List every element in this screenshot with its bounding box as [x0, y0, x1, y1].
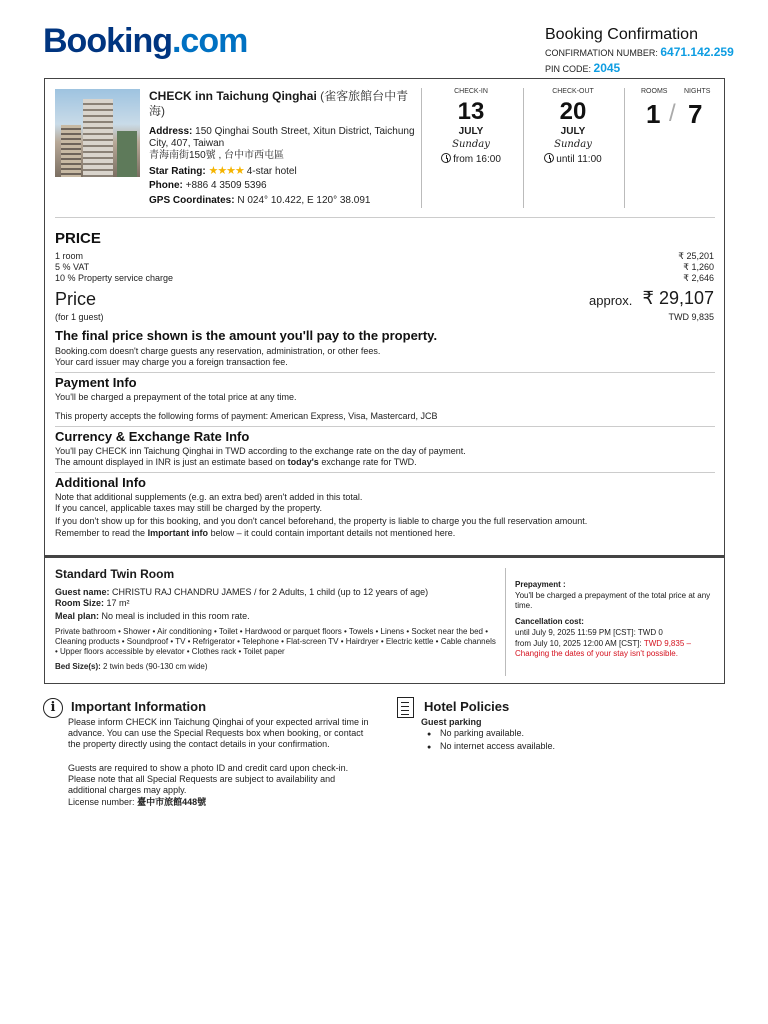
star-rating: Star Rating: ★★★★ 4-star hotel — [149, 165, 297, 177]
payment-methods: This property accepts the following forms of payment: American Express, Visa, Mastercard, JCB — [55, 411, 438, 421]
info-icon: i — [43, 698, 63, 718]
clock-icon — [441, 153, 451, 163]
checkin-block: CHECK-IN 13 JULY Sunday from 16:00 — [421, 88, 521, 165]
divider — [624, 88, 625, 208]
policies-heading: Hotel Policies — [424, 699, 510, 714]
additional-note: Remember to read the Important info below – it could contain important details not mentioned here. — [55, 528, 456, 538]
final-price-heading: The final price shown is the amount you'll pay to the property. — [55, 328, 438, 343]
guest-count: (for 1 guest) — [55, 312, 104, 322]
rooms-nights-slash: / — [669, 100, 676, 127]
total-price-label: Price — [55, 289, 97, 309]
price-value: ₹ 25,201 — [678, 251, 714, 261]
booking-logo: Booking.com — [43, 22, 248, 60]
divider — [55, 426, 715, 427]
page-title: Booking Confirmation — [545, 26, 698, 43]
confirmation-number: CONFIRMATION NUMBER: 6471.142.259 — [545, 45, 734, 59]
hotel-phone: Phone: +886 4 3509 5396 — [149, 180, 267, 191]
hotel-address: Address: 150 Qinghai South Street, Xitun District, Taichung City, 407, Taiwan 青海南街150號 , 台中市西屯區 — [149, 126, 415, 161]
price-line: 1 room — [55, 251, 84, 261]
nights-label: NIGHTS — [684, 88, 711, 95]
important-note: Guests are required to show a photo ID and credit card upon check-in. Please note that all Special Requests are subject to availability and additional charges may apply. — [68, 763, 349, 795]
gps-coordinates: GPS Coordinates: N 024° 10.422, E 120° 38.091 — [149, 195, 371, 206]
nights-count: 7 — [688, 99, 703, 129]
bed-size: Bed Size(s): 2 twin beds (90-130 cm wide) — [55, 662, 208, 671]
final-price-note: Booking.com doesn't charge guests any reservation, administration, or other fees. — [55, 346, 381, 356]
rooms-label: ROOMS — [641, 88, 668, 95]
important-note: Please inform CHECK inn Taichung Qinghai of your expected arrival time in advance. You can use the Special Requests box when booking, or contact the property directly using the contact details in your confirmation. — [68, 717, 369, 749]
hotel-photo — [55, 89, 140, 177]
prepayment-note: You'll be charged a prepayment of the total price at any time. — [515, 591, 711, 610]
approx-label: approx. — [589, 293, 633, 308]
price-value: ₹ 2,646 — [683, 273, 714, 283]
prepayment-label: Prepayment : — [515, 580, 566, 589]
additional-note: If you don't show up for this booking, and you don't cancel beforehand, the property is liable to charge you the full reservation amount. — [55, 516, 588, 526]
cancellation-line: from July 10, 2025 12:00 AM [CST]: TWD 9,835 – — [515, 639, 691, 648]
currency-note: You'll pay CHECK inn Taichung Qinghai in TWD according to the exchange rate on the day of payment. — [55, 446, 466, 456]
important-heading: Important Information — [71, 699, 207, 714]
divider — [55, 217, 715, 218]
additional-note: If you cancel, applicable taxes may still be charged by the property. — [55, 503, 322, 513]
clock-icon — [544, 153, 554, 163]
final-price-note: Your card issuer may charge you a foreign transaction fee. — [55, 357, 288, 367]
star-icon: ★★★★ — [208, 165, 244, 177]
currency-heading: Currency & Exchange Rate Info — [55, 429, 250, 444]
price-value: ₹ 1,260 — [683, 262, 714, 272]
payment-heading: Payment Info — [55, 375, 137, 390]
document-icon — [397, 697, 414, 718]
price-line: 5 % VAT — [55, 262, 90, 272]
checkout-block: CHECK-OUT 20 JULY Sunday until 11:00 — [523, 88, 623, 165]
room-size: Room Size: 17 m² — [55, 598, 130, 608]
price-line: 10 % Property service charge — [55, 273, 174, 283]
divider — [505, 568, 506, 676]
divider — [55, 372, 715, 373]
policy-list — [421, 728, 555, 752]
list-item: ● No internet access available. — [421, 741, 555, 752]
total-price: ₹ 29,107 — [642, 288, 714, 308]
room-amenities: Private bathroom • Shower • Air conditioning • Toilet • Hardwood or parquet floors • Towels • Linens • Socket near the bed • Cleaning products • Soundproof • TV • Refrigerator • Telephone • Flat-screen TV • Hairdryer • Electric kettle • Cable channels • Upper floors accessible by elevator • Clothes rack • Toilet paper — [55, 627, 496, 656]
cancellation-line: until July 9, 2025 11:59 PM [CST]: TWD 0 — [515, 628, 663, 637]
cancellation-label: Cancellation cost: — [515, 617, 584, 626]
rooms-count: 1 — [646, 99, 661, 129]
payment-note: You'll be charged a prepayment of the total price at any time. — [55, 392, 297, 402]
list-item: ● No parking available. — [421, 728, 555, 739]
meal-plan: Meal plan: No meal is included in this room rate. — [55, 611, 250, 621]
additional-heading: Additional Info — [55, 475, 146, 490]
pin-code: PIN CODE: 2045 — [545, 61, 621, 75]
policy-subheading: Guest parking — [421, 717, 482, 727]
currency-note: The amount displayed in INR is just an estimate based on today's exchange rate for TWD. — [55, 457, 417, 467]
additional-note: Note that additional supplements (e.g. an extra bed) aren't added in this total. — [55, 492, 363, 502]
room-title: Standard Twin Room — [55, 567, 175, 581]
hotel-name: CHECK inn Taichung Qinghai (雀客旅館台中青海) — [149, 89, 409, 118]
local-total: TWD 9,835 — [668, 312, 714, 322]
divider — [55, 472, 715, 473]
price-heading: PRICE — [55, 230, 101, 247]
guest-name: Guest name: CHRISTU RAJ CHANDRU JAMES / for 2 Adults, 1 child (up to 12 years of age) — [55, 587, 429, 597]
date-change-warning: Changing the dates of your stay isn't possible. — [515, 649, 678, 658]
license-number: License number: 臺中市旅館448號 — [68, 797, 207, 807]
